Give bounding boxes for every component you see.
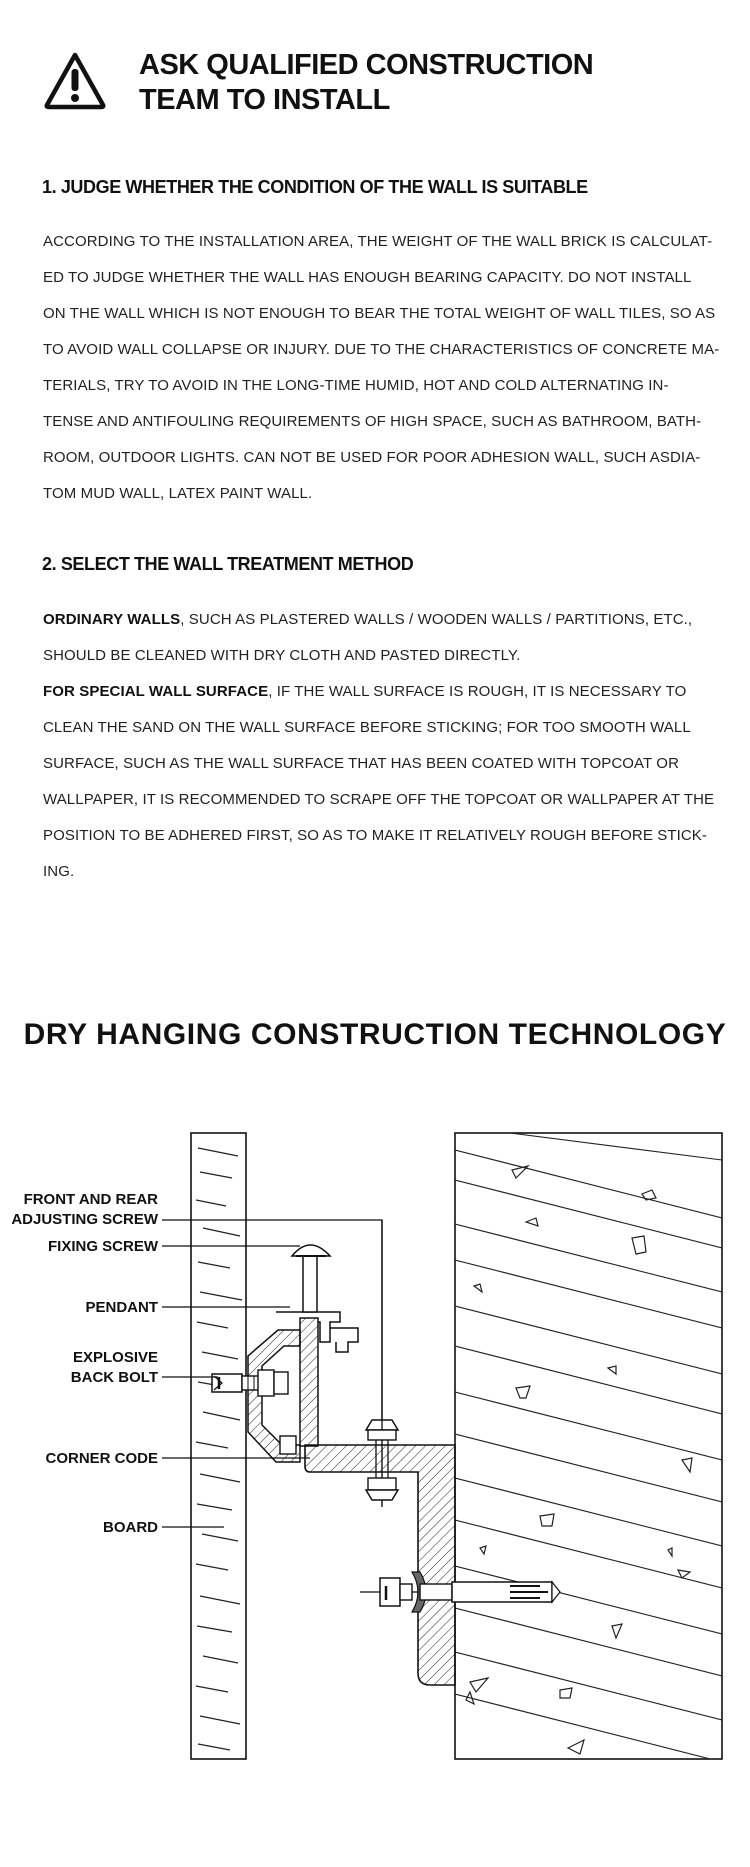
warning-title-line-1: ASK QUALIFIED CONSTRUCTION [139, 49, 594, 81]
section-1-line: ON THE WALL WHICH IS NOT ENOUGH TO BEAR THE TOTAL WEIGHT OF WALL TILES, SO AS [43, 305, 716, 322]
ordinary-walls-text: , SUCH AS PLASTERED WALLS / WOODEN WALLS / PARTITIONS, ETC., [180, 611, 693, 628]
label-adjusting-screw-line-2: ADJUSTING SCREW [11, 1211, 158, 1228]
section-1-line: TO AVOID WALL COLLAPSE OR INJURY. DUE TO THE CHARACTERISTICS OF CONCRETE MA- [43, 341, 720, 358]
section-1-heading: 1. JUDGE WHETHER THE CONDITION OF THE WALL IS SUITABLE [42, 177, 588, 197]
section-1-line: ACCORDING TO THE INSTALLATION AREA, THE WEIGHT OF THE WALL BRICK IS CALCULAT- [43, 233, 713, 250]
label-board: BOARD [103, 1519, 158, 1536]
label-pendant: PENDANT [85, 1299, 158, 1316]
label-corner-code: CORNER CODE [45, 1450, 158, 1467]
special-wall-line [43, 674, 718, 710]
warning-title-line-2: TEAM TO INSTALL [139, 84, 390, 116]
diagram-title: DRY HANGING CONSTRUCTION TECHNOLOGY [23, 1018, 727, 1051]
concrete-wall [455, 1126, 722, 1762]
label-fixing-screw: FIXING SCREW [47, 1238, 158, 1255]
special-wall-text: , IF THE WALL SURFACE IS ROUGH, IT IS NECESSARY TO [268, 683, 687, 700]
section-2-paragraph [43, 602, 718, 890]
label-adjusting-screw-line-1: FRONT AND REAR [23, 1191, 158, 1208]
section-2-heading: 2. SELECT THE WALL TREATMENT METHOD [42, 554, 414, 574]
special-wall-line: WALLPAPER, IT IS RECOMMENDED TO SCRAPE OFF THE TOPCOAT OR WALLPAPER AT THE [43, 791, 715, 808]
section-1-line: ED TO JUDGE WHETHER THE WALL HAS ENOUGH BEARING CAPACITY. DO NOT INSTALL [43, 269, 692, 286]
section-1-line: TOM MUD WALL, LATEX PAINT WALL. [43, 485, 313, 502]
section-1-line: ROOM, OUTDOOR LIGHTS. CAN NOT BE USED FOR POOR ADHESION WALL, SUCH ASDIA- [43, 449, 701, 466]
fixing-screw [292, 1245, 330, 1312]
special-wall-line: ING. [43, 863, 75, 880]
special-wall-label: FOR SPECIAL WALL SURFACE [43, 683, 269, 700]
section-1-line: TERIALS, TRY TO AVOID IN THE LONG-TIME HUMID, HOT AND COLD ALTERNATING IN- [43, 377, 669, 394]
warning-triangle-icon [44, 52, 106, 110]
label-back-bolt-line-1: EXPLOSIVE [72, 1349, 158, 1366]
special-wall-line: CLEAN THE SAND ON THE WALL SURFACE BEFORE STICKING; FOR TOO SMOOTH WALL [43, 719, 691, 736]
section-1-paragraph [43, 224, 718, 512]
warning-title [139, 48, 593, 118]
section-1-line: TENSE AND ANTIFOULING REQUIREMENTS OF HIGH SPACE, SUCH AS BATHROOM, BATH- [43, 413, 702, 430]
ordinary-walls-label: ORDINARY WALLS [43, 611, 181, 628]
ordinary-walls-line-2: SHOULD BE CLEANED WITH DRY CLOTH AND PASTED DIRECTLY. [43, 647, 521, 664]
special-wall-line: SURFACE, SUCH AS THE WALL SURFACE THAT HAS BEEN COATED WITH TOPCOAT OR [43, 755, 680, 772]
dry-hanging-diagram [0, 1120, 750, 1780]
label-back-bolt-line-2: BACK BOLT [70, 1369, 158, 1386]
special-wall-line: POSITION TO BE ADHERED FIRST, SO AS TO MAKE IT RELATIVELY ROUGH BEFORE STICK- [43, 827, 707, 844]
board-panel [191, 1133, 246, 1759]
ordinary-walls-line [43, 602, 718, 638]
warning-header [44, 48, 704, 128]
